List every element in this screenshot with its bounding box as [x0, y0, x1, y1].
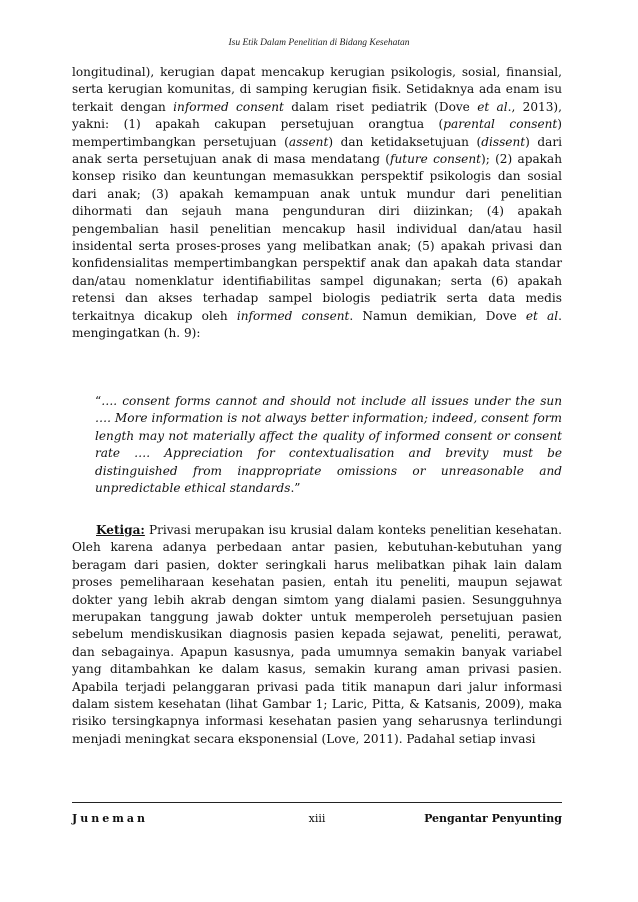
footer-divider [72, 802, 562, 803]
paragraph-1 [72, 64, 562, 343]
italic-term: assent [288, 134, 329, 149]
page-footer [72, 812, 562, 828]
italic-term: et al [477, 99, 508, 114]
italic-term: informed consent [173, 99, 284, 114]
footer-section: Pengantar Penyunting [424, 812, 562, 825]
text-run: . Namun demikian, Dove [349, 308, 526, 323]
italic-term: parental consent [443, 117, 558, 132]
running-header: Isu Etik Dalam Penelitian di Bidang Kesehatan [228, 38, 410, 48]
quote-text: …. consent forms cannot and should not include all issues under the sun …. More information is not always better information; indeed, consent form length may not materially affect the quality of informed consent or consent rate …. Appreciation for contextualisation and brevity must be distinguished from inappropriate omissions or unreasonable and unpredictable ethical standards [95, 394, 562, 496]
footer-journal: Juneman [72, 812, 148, 825]
paragraph-1-text [72, 64, 562, 343]
italic-term: informed consent [236, 308, 350, 323]
text-run: dalam riset pediatrik (Dove [283, 99, 478, 114]
text-run: . mengingatkan (h. 9): [72, 308, 562, 341]
quote-close-mark: .” [290, 481, 301, 496]
page-number: xiii [308, 812, 326, 825]
text-run: ) dan ketidaksetujuan ( [328, 134, 482, 149]
text-run: ) mempertimbangkan persetujuan ( [72, 117, 562, 149]
italic-term: dissent [481, 134, 526, 149]
quote-open-mark: “ [95, 394, 102, 408]
block-quote [95, 393, 562, 497]
paragraph-2-text: Privasi merupakan isu krusial dalam konteks penelitian kesehatan. Oleh karena adanya perbedaan antar pasien, kebutuhan-kebutuhan yang beragam dari pasien, dokter seringkali harus melibatkan pihak lain dalam proses pemeliharaan kesehatan pasien, entah itu peneliti, maupun sejawat dokter yang lebih akrab dengan simtom yang dialami pasien. Sesungguhnya merupakan tanggung jawab dokter untuk memperoleh persetujuan pasien sebelum mendiskusikan diagnosis pasien kepada sejawat, peneliti, perawat, dan sebagainya. Apapun kasusnya, pada umumnya semakin banyak variabel yang ditambahkan ke dalam kasus, semakin kurang aman privasi pasien. Apabila terjadi pelanggaran privasi pada titik manapun dari jalur informasi dalam sistem kesehatan (lihat Gambar 1; Laric, Pitta, & Katsanis, 2009), maka risiko tersingkapnya informasi kesehatan pasien yang seharusnya terlindungi menjadi meningkat secara eksponensial (Love, 2011). Padahal setiap invasi [72, 523, 562, 746]
text-run: ) dari anak serta persetujuan anak di masa mendatang ( [72, 134, 562, 167]
section-lead-ketiga: Ketiga: [96, 523, 145, 537]
text-run: ., 2013), yakni: (1) apakah cakupan persetujuan orangtua ( [72, 99, 562, 132]
text-run: ); (2) apakah konsep risiko dan keuntungan memasukkan perspektif psikologis dan sosial dari anak; (3) apakah kemampuan anak untuk mundur dari penelitian dihormati dan sejauh mana pengunduran diri diizinkan; (4) apakah pengembalian hasil penelitian mencakup hasil individual dan/atau hasil insidental serta proses-proses yang melibatkan anak; (5) apakah privasi dan konfidensialitas mempertimbangkan perspektif anak dan apakah data standar dan/atau nomenklatur identifiabilitas sampel digunakan; serta (6) apakah retensi dan akses terhadap sampel biologis pediatrik serta data medis terkaitnya dicakup oleh [72, 152, 562, 323]
italic-term: future consent [389, 152, 481, 167]
paragraph-2 [72, 522, 562, 748]
italic-term: et al [525, 308, 559, 323]
text-run: longitudinal), kerugian dapat mencakup kerugian psikologis, sosial, finansial, serta kerugian komunitas, di samping kerugian fisik. Setidaknya ada enam isu terkait dengan [72, 65, 562, 114]
